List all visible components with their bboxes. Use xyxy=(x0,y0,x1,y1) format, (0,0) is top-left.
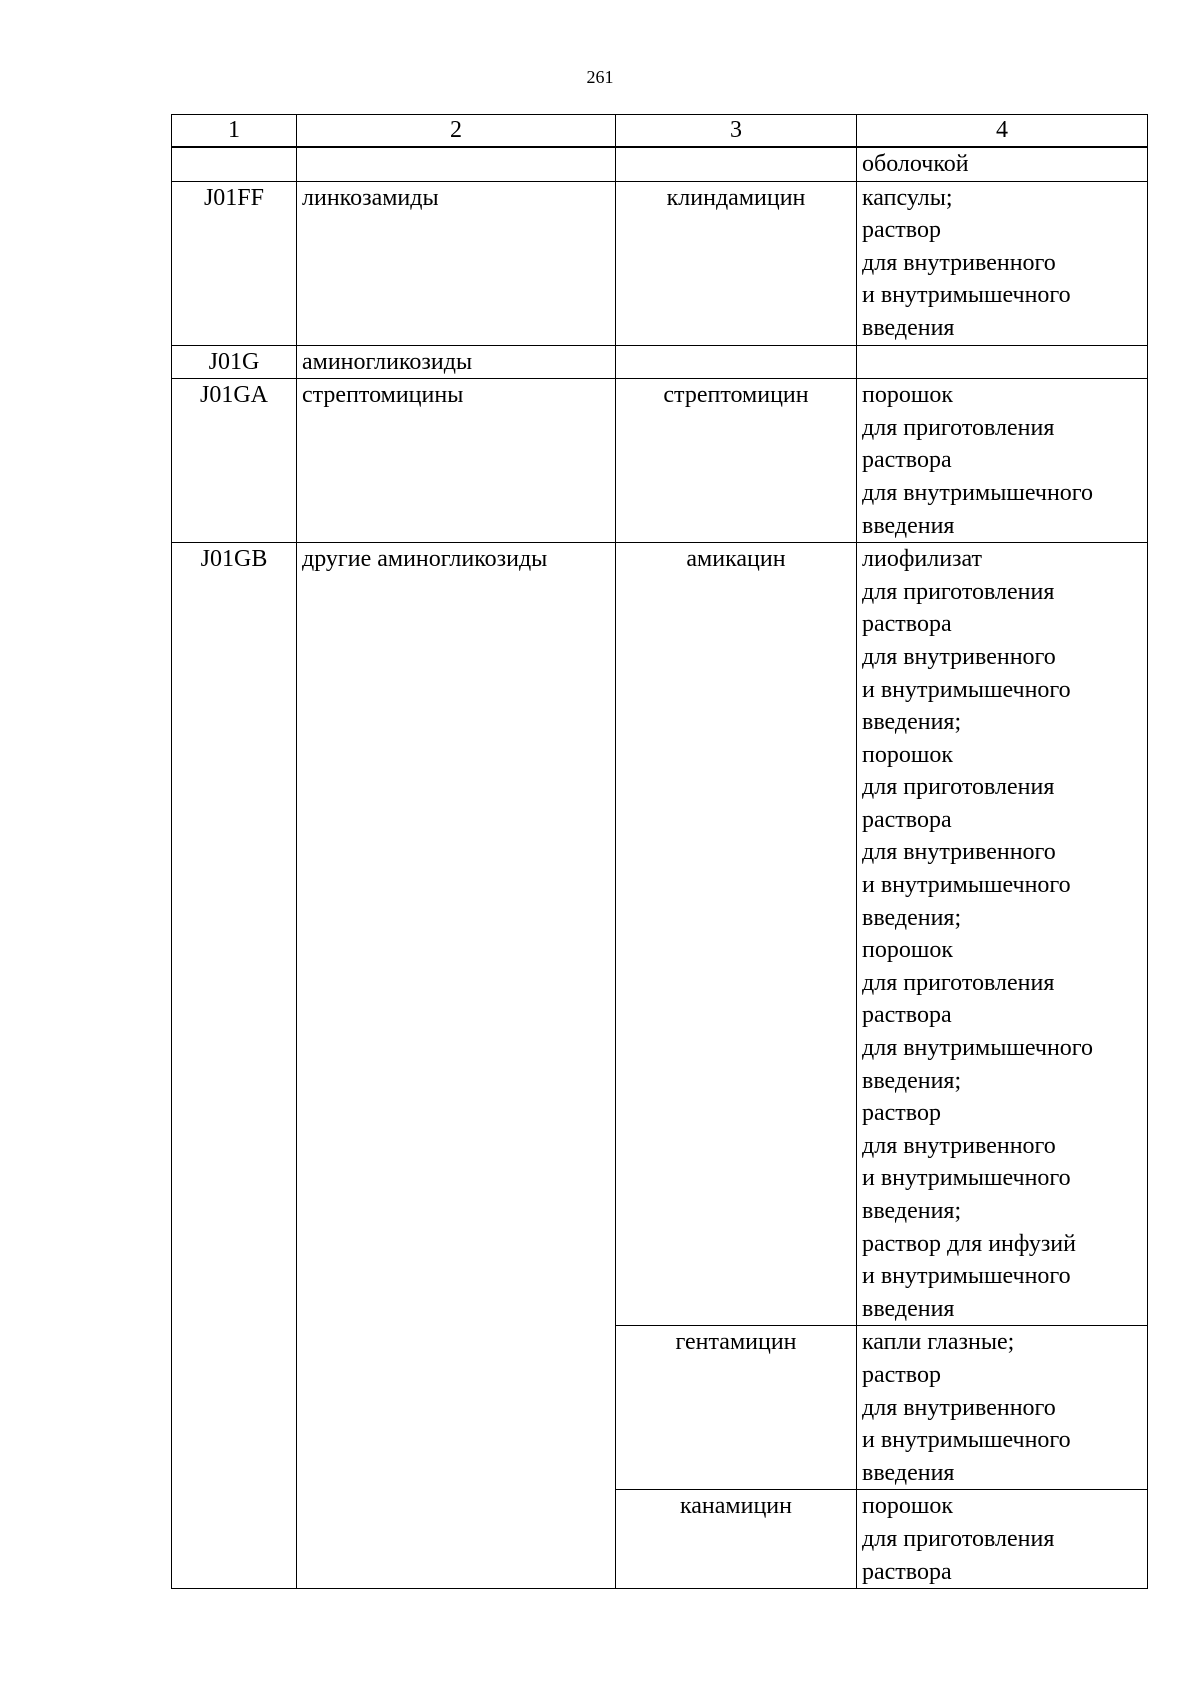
dosage-form-line: порошок xyxy=(862,937,953,964)
dosage-form-cell xyxy=(857,1326,1148,1490)
group-name-cell: другие аминогликозиды xyxy=(297,543,616,1589)
dosage-form-cell xyxy=(857,379,1148,543)
dosage-form-line: и внутримышечного xyxy=(862,676,1071,703)
dosage-form-line: для внутривенного xyxy=(862,643,1056,670)
dosage-form-line: лиофилизат xyxy=(862,546,983,573)
group-name-cell: аминогликозиды xyxy=(297,345,616,379)
dosage-form-line: для внутримышечного xyxy=(862,479,1094,506)
dosage-form-line: введения xyxy=(862,512,955,539)
dosage-form-line: и внутримышечного xyxy=(862,282,1071,309)
dosage-form-line: для внутривенного xyxy=(862,1132,1056,1159)
dosage-form-line: капсулы; xyxy=(862,184,953,211)
dosage-form-line: для приготовления xyxy=(862,969,1055,996)
group-name-cell xyxy=(297,147,616,181)
table-header-row xyxy=(172,115,1148,148)
table-row xyxy=(172,543,1148,1326)
dosage-form-line: и внутримышечного xyxy=(862,1427,1071,1454)
dosage-form-line: раствора xyxy=(862,806,952,833)
dosage-form-cell xyxy=(857,147,1148,181)
dosage-form-line: для внутривенного xyxy=(862,1394,1056,1421)
dosage-form-line: порошок xyxy=(862,382,953,409)
page-number: 261 xyxy=(586,67,614,87)
dosage-form-line: порошок xyxy=(862,1493,953,1520)
dosage-form-cell xyxy=(857,345,1148,379)
dosage-form-line: раствора xyxy=(862,1002,952,1029)
dosage-form-line: для внутривенного xyxy=(862,839,1056,866)
dosage-form-line: для внутримышечного xyxy=(862,1035,1094,1062)
dosage-form-line xyxy=(862,346,1142,379)
drug-name-cell: амикацин xyxy=(616,543,857,1326)
group-name-cell: линкозамиды xyxy=(297,181,616,345)
dosage-form-line: капли глазные; xyxy=(862,1329,1015,1356)
dosage-form-line: введения; xyxy=(862,709,962,736)
drug-name-cell: стрептомицин xyxy=(616,379,857,543)
dosage-form-line: введения xyxy=(862,314,955,341)
dosage-form-line: для внутривенного xyxy=(862,249,1056,276)
dosage-form-line: введения xyxy=(862,1295,955,1322)
dosage-form-line: раствора xyxy=(862,1558,952,1585)
atc-code-cell: J01GB xyxy=(172,543,297,1589)
dosage-form-line: для приготовления xyxy=(862,414,1055,441)
header-cell-1: 1 xyxy=(172,115,297,148)
atc-code-cell: J01GA xyxy=(172,379,297,543)
table-row xyxy=(172,345,1148,379)
dosage-form-line: для приготовления xyxy=(862,1525,1055,1552)
dosage-form-line: раствор xyxy=(862,1100,941,1127)
dosage-form-line: для приготовления xyxy=(862,774,1055,801)
header-cell-3: 3 xyxy=(616,115,857,148)
dosage-form-line: введения xyxy=(862,1459,955,1486)
dosage-form-line: для приготовления xyxy=(862,578,1055,605)
drug-table xyxy=(171,114,1148,1589)
drug-name-cell: канамицин xyxy=(616,1490,857,1589)
dosage-form-cell xyxy=(857,543,1148,1326)
drug-name-cell: клиндамицин xyxy=(616,181,857,345)
drug-name-cell xyxy=(616,345,857,379)
dosage-form-cell xyxy=(857,1490,1148,1589)
atc-code-cell: J01G xyxy=(172,345,297,379)
dosage-form-cell xyxy=(857,181,1148,345)
dosage-form-line: и внутримышечного xyxy=(862,872,1071,899)
dosage-form-line: и внутримышечного xyxy=(862,1165,1071,1192)
dosage-form-line: раствора xyxy=(862,611,952,638)
dosage-form-line: введения; xyxy=(862,904,962,931)
table-row xyxy=(172,147,1148,181)
dosage-form-line: оболочкой xyxy=(862,151,969,177)
drug-name-cell: гентамицин xyxy=(616,1326,857,1490)
atc-code-cell xyxy=(172,147,297,181)
header-cell-2: 2 xyxy=(297,115,616,148)
table-row xyxy=(172,181,1148,345)
atc-code-cell: J01FF xyxy=(172,181,297,345)
dosage-form-line: порошок xyxy=(862,741,953,768)
dosage-form-line: введения; xyxy=(862,1067,962,1094)
dosage-form-line: раствор для инфузий xyxy=(862,1230,1076,1257)
dosage-form-line: раствора xyxy=(862,447,952,474)
table-row xyxy=(172,379,1148,543)
header-cell-4: 4 xyxy=(857,115,1148,148)
dosage-form-line: и внутримышечного xyxy=(862,1263,1071,1290)
dosage-form-line: раствор xyxy=(862,1361,941,1388)
drug-name-cell xyxy=(616,147,857,181)
dosage-form-line: введения; xyxy=(862,1198,962,1224)
dosage-form-line: раствор xyxy=(862,217,941,244)
group-name-cell: стрептомицины xyxy=(297,379,616,543)
